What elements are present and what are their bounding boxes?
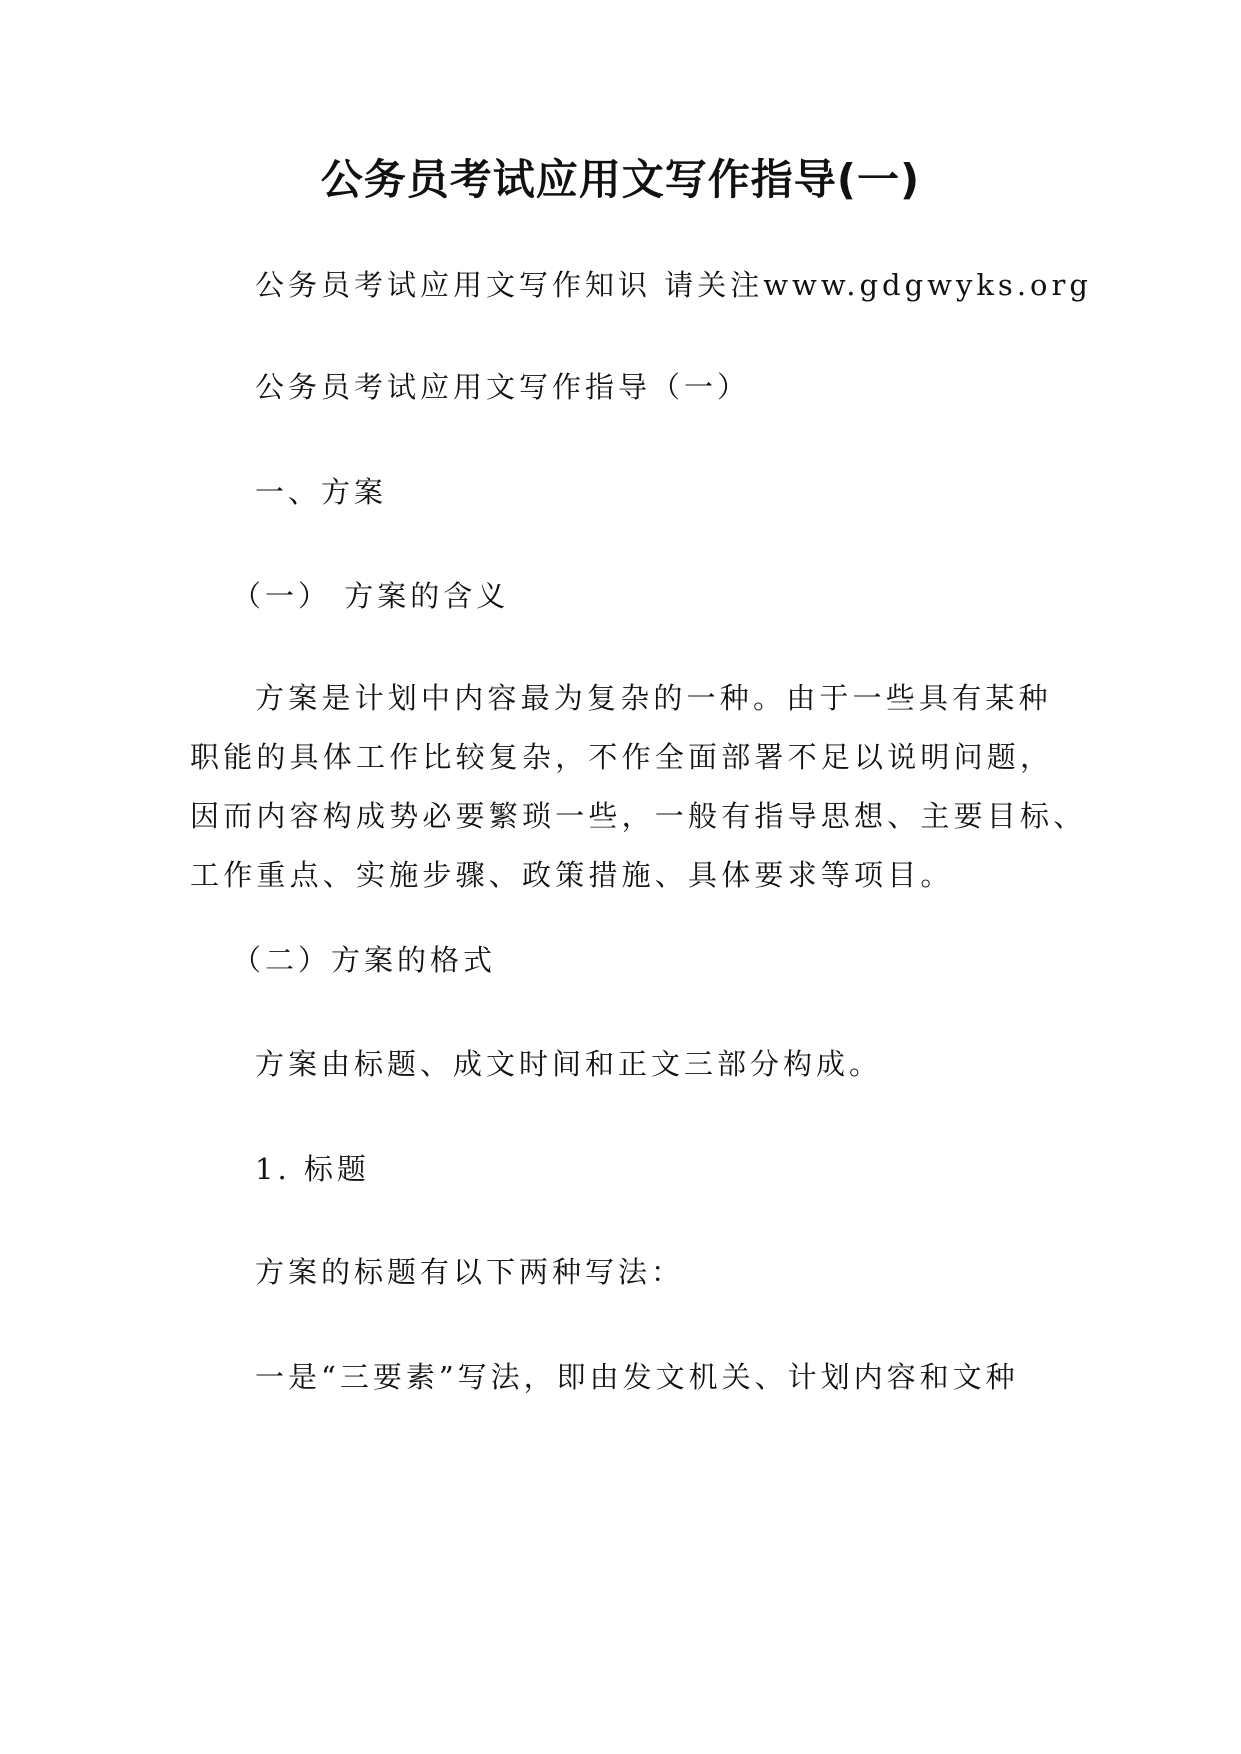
paragraph-definition xyxy=(190,669,1087,905)
paragraph-title-intro: 方案的标题有以下两种写法： xyxy=(255,1255,685,1289)
section-heading: 一、方案 xyxy=(255,475,388,509)
source-line: 公务员考试应用文写作知识 请关注www.gdgwyks.org xyxy=(255,268,1092,302)
paragraph-structure: 方案由标题、成文时间和正文三部分构成。 xyxy=(255,1047,883,1081)
subtitle-line: 公务员考试应用文写作指导（一） xyxy=(255,370,751,404)
document-title: 公务员考试应用文写作指导(一) xyxy=(320,155,921,204)
subsection-heading: （一） 方案的含义 xyxy=(232,579,510,613)
paragraph-method-1: 一是“三要素”写法，即由发文机关、计划内容和文种 xyxy=(255,1360,1019,1394)
subsection-heading: （二）方案的格式 xyxy=(232,943,497,977)
paragraph-line: 方案是计划中内容最为复杂的一种。由于一些具有某种 xyxy=(255,681,1052,715)
paragraph-line: 工作重点、实施步骤、政策措施、具体要求等项目。 xyxy=(190,858,954,892)
paragraph-line: 因而内容构成势必要繁琐一些，一般有指导思想、主要目标、 xyxy=(190,799,1087,833)
paragraph-line: 职能的具体工作比较复杂，不作全面部署不足以说明问题， xyxy=(190,740,1054,774)
numbered-item: 1. 标题 xyxy=(255,1152,370,1186)
